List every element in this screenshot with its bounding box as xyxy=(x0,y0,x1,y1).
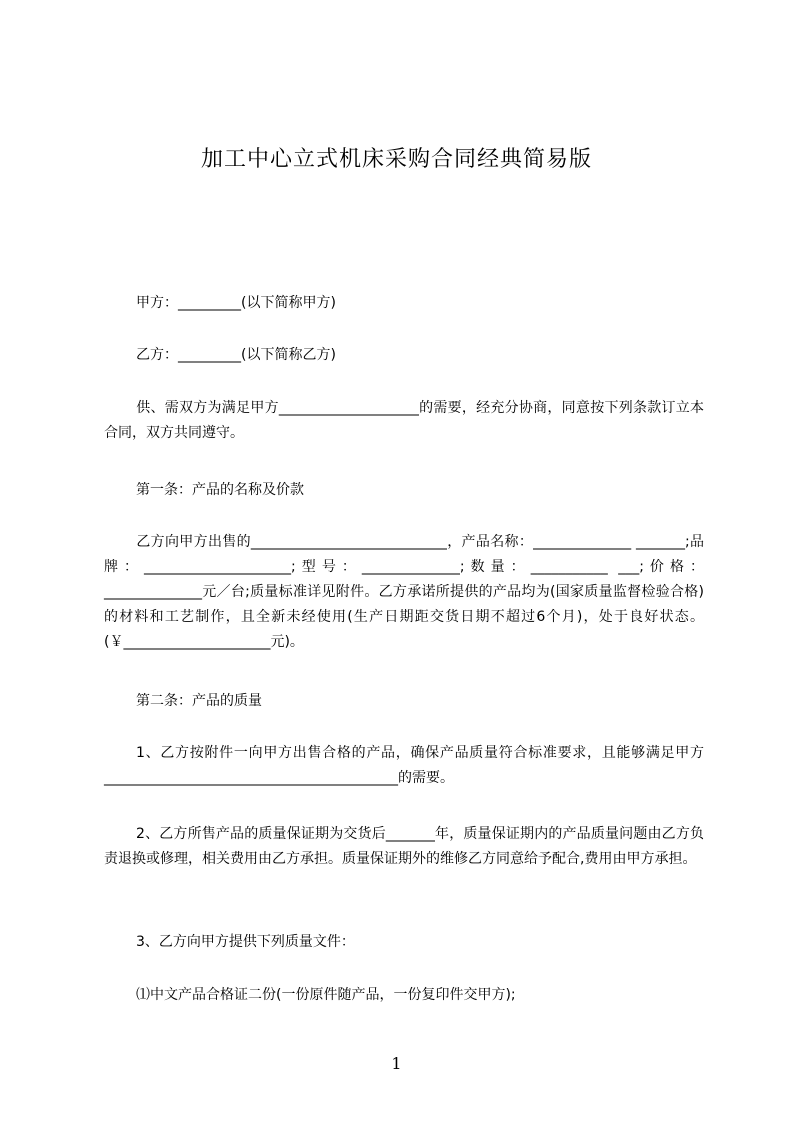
page-number: 1 xyxy=(391,1054,402,1073)
article-2-heading: 第二条：产品的质量 xyxy=(136,693,262,709)
article-2-clause-3: 3、乙方向甲方提供下列质量文件： xyxy=(136,934,355,950)
quality-document-item-1: ⑴中文产品合格证二份(一份原件随产品，一份复印件交甲方); xyxy=(136,987,516,1003)
intro-paragraph: 供、需双方为满足甲方____________________的需要，经充分协商，同意按下列条款订立本合同，双方共同遵守。 xyxy=(104,400,704,441)
article-1-body: 乙方向甲方出售的____________________________，产品名称：______________ _______;品牌：_____________________;型号：______________;数量：___________ ___;价格：______________元／台;质量标准详见附件。乙方承诺所提供的产品均为(国家质量监督检验合格)的材料和工艺制作，且全新未经使用(生产日期距交货日期不超过6个月)，处于良好状态。(￥_____________________元)。 xyxy=(104,534,704,650)
article-2-clause-2: 2、乙方所售产品的质量保证期为交货后_______年，质量保证期内的产品质量问题由乙方负责退换或修理，相关费用由乙方承担。质量保证期外的维修乙方同意给予配合,费用由甲方承担。 xyxy=(104,826,704,867)
article-2-clause-1: 1、乙方按附件一向甲方出售合格的产品，确保产品质量符合标准要求，且能够满足甲方__________________________________________的需要。 xyxy=(104,745,704,786)
article-1-heading: 第一条：产品的名称及价款 xyxy=(136,482,304,498)
party-b-line: 乙方：_________(以下简称乙方) xyxy=(136,347,336,363)
document-title: 加工中心立式机床采购合同经典简易版 xyxy=(200,147,592,172)
party-a-line: 甲方：_________(以下简称甲方) xyxy=(136,295,336,311)
